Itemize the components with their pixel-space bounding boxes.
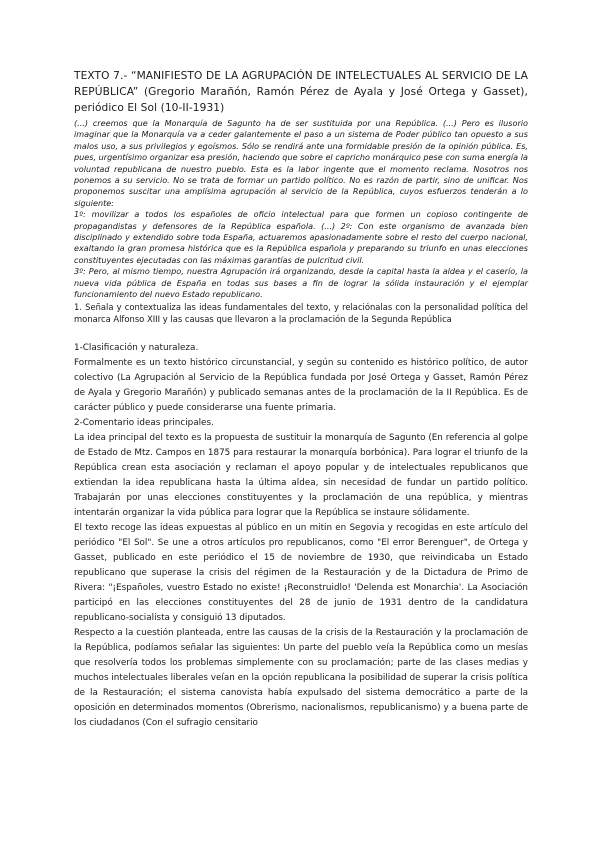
quote-paragraph: (...) creemos que la Monarquía de Sagunto ha de ser sustituida por una República. (...) Pero es ilusorio imaginar que la Monarquía va a ceder galantemente el paso a un sistema de Poder público tan opuesto a sus malos uso, a sus privilegios y egoísmos. Sólo se rendirá ante una formidable presión de la opinión pública. Es, pues, urgentísimo organizar esa presión, haciendo que sobre el capricho monárquico pese con suma energía la voluntad republicana de nuestro pueblo. Esta es la labor ingente que el momento reclama. Nosotros nos ponemos a su servicio. No se trata de formar un partido político. No es razón de partir, sino de unificar. Nos proponemos suscitar una amplísima agrupación al servicio de la República, cuyos esfuerzos tenderán a lo siguiente: bbox=[74, 118, 528, 208]
body-paragraph: El texto recoge las ideas expuestas al público en un mitin en Segovia y recogidas en este artículo del periódico "El Sol". Se une a otros artículos pro republicanos, como "El error Berenguer", de Ortega y Gasset, publicado en este periódico el 15 de noviembre de 1930, que reivindicaba un Estado republicano que superase la crisis del régimen de la Restauración y de la Dictadura de Primo de Rivera: "¡Españoles, vuestro Estado no existe! ¡Reconstruidlo! 'Delenda est Monarchia'. La Asociación participó en las elecciones constituyentes del 28 de junio de 1931 dentro de la candidatura republicano-socialista y consiguió 13 diputados. bbox=[74, 523, 528, 624]
quote-paragraph: 1º: movilizar a todos los españoles de oficio intelectual para que formen un copioso contingente de propagandistas y defensores de la República española. (...) 2º: Con este organismo de avanzada bien disciplinado y extendido sobre toda España, actuaremos apasionadamente sobre el resto del cuerpo nacional, exaltando la gran promesa histórica que es la República española y preparando su triunfo en unas elecciones constituyentes ejecutadas con las máximas garantías de pulcritud civil. bbox=[74, 209, 528, 265]
body-paragraph: La idea principal del texto es la propuesta de sustituir la monarquía de Sagunto (En referencia al golpe de Estado de Mtz. Campos en 1875 para restaurar la monarquía borbónica). Para lograr el triunfo de la República crean esta asociación y reclaman el apoyo popular y de intelectuales republicanos que extiendan la idea republicana hasta la última aldea, sin necesidad de fundar un partido político. Trabajarán por unas elecciones constituyentes y la proclamación de una república, y mientras intentarán organizar la vida pública para lograr que la República se instaure sólidamente. bbox=[74, 433, 528, 519]
body-paragraph: Formalmente es un texto histórico circunstancial, y según su contenido es histórico político, de autor colectivo (La Agrupación al Servicio de la República fundada por José Ortega y Gasset, Ramón Pérez de Ayala y Gregorio Marañón) y publicado semanas antes de la proclamación de la II República. Es de carácter público y puede considerarse una fuente primaria. bbox=[74, 358, 528, 414]
body-paragraph: Respecto a la cuestión planteada, entre las causas de la crisis de la Restauración y la proclamación de la República, podíamos señalar las siguientes: Un parte del pueblo veía la República como un mesías que resolvería todos los problemas simplemente con su proclamación; parte de las clases medias y muchos intelectuales liberales veían en la opción republicana la posibilidad de superar la crisis política de la Restauración; el sistema canovista había expulsado del sistema democrático a parte de la oposición en determinados momentos (Obrerismo, nacionalismos, republicanismo) y a buena parte de los ciudadanos (Con el sufragio censitario bbox=[74, 628, 528, 729]
section-heading: 2-Comentario ideas principales. bbox=[74, 418, 214, 429]
quote-paragraph: 3º: Pero, al mismo tiempo, nuestra Agrupación irá organizando, desde la capital hasta la aldea y el caserío, la nueva vida pública de España en todas sus bases a fin de lograr la sólida instauración y el ejemplar funcionamiento del nuevo Estado republicano. bbox=[74, 266, 528, 300]
section-heading: 1-Clasificación y naturaleza. bbox=[74, 343, 199, 354]
document-title: TEXTO 7.- “MANIFIESTO DE LA AGRUPACIÓN DE INTELECTUALES AL SERVICIO DE LA REPÚBLICA” (Gregorio Marañón, Ramón Pérez de Ayala y José Ortega y Gasset), periódico El Sol (10-II-1931) bbox=[74, 70, 528, 114]
document-page bbox=[74, 68, 528, 731]
source-quote bbox=[74, 118, 528, 301]
task-question: 1. Señala y contextualiza las ideas fundamentales del texto, y relaciónalas con la personalidad política del monarca Alfonso XIII y las causas que llevaron a la proclamación de la Segunda República bbox=[74, 301, 528, 324]
